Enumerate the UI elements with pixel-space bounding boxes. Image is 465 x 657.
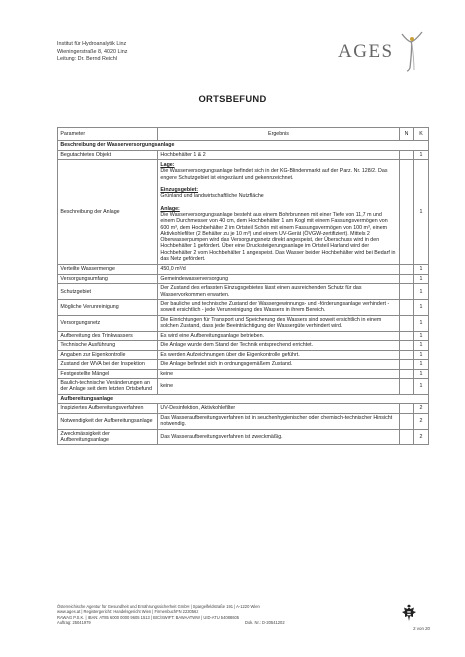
row-label: Begutachtetes Objekt bbox=[58, 150, 158, 159]
row-value: Das Wasseraufbereitungsverfahren ist zweckmäßig. bbox=[158, 429, 400, 445]
row-k: 1 bbox=[414, 331, 429, 340]
row-label: Beschreibung der Anlage bbox=[58, 160, 158, 265]
row-value: Die Anlage befindet sich in ordnungsgemäßem Zustand. bbox=[158, 360, 400, 369]
header-result: Ergebnis bbox=[158, 128, 400, 141]
row-n bbox=[400, 315, 414, 331]
row-value: 450,0 m³/d bbox=[158, 265, 400, 274]
row-value: Der bauliche und technische Zustand der Wassergewinnungs- und -förderungsanlage verhindert - soweit ersichtlich - jede Verunreinigung des Wassers in ihrem Bereich. bbox=[158, 300, 400, 316]
row-label: Zweckmässigkeit der Aufbereitungsanlage bbox=[58, 429, 158, 445]
row-value: Es werden Aufzeichnungen über die Eigenkontrolle geführt. bbox=[158, 350, 400, 359]
row-k: 1 bbox=[414, 284, 429, 300]
row-label: Angaben zur Eigenkontrolle bbox=[58, 350, 158, 359]
row-n bbox=[400, 379, 414, 395]
table-row bbox=[58, 404, 429, 413]
row-label: Aufbereitung des Trinkwassers bbox=[58, 331, 158, 340]
row-label: Mögliche Verunreinigung bbox=[58, 300, 158, 316]
row-value: Der Zustand des erfassten Einzugsgebietes lässt einen ausreichenden Schutz für das Wasservorkommen erwarten. bbox=[158, 284, 400, 300]
row-label: Schutzgebiet bbox=[58, 284, 158, 300]
row-n bbox=[400, 413, 414, 429]
row-n bbox=[400, 404, 414, 413]
row-n bbox=[400, 429, 414, 445]
row-k: 2 bbox=[414, 413, 429, 429]
row-k: 1 bbox=[414, 379, 429, 395]
row-n bbox=[400, 331, 414, 340]
table-row bbox=[58, 265, 429, 274]
row-value: keine bbox=[158, 369, 400, 378]
row-n bbox=[400, 300, 414, 316]
row-n bbox=[400, 274, 414, 283]
row-k: 1 bbox=[414, 274, 429, 283]
document-title: ORTSBEFUND bbox=[198, 93, 267, 104]
austrian-eagle-crest-icon bbox=[401, 604, 417, 624]
row-value: UV-Desinfektion, Aktivkohlefilter bbox=[158, 404, 400, 413]
row-value: Das Wasseraufbereitungsverfahren ist in seuchenhygienischer oder chemisch-technischer Hinsicht notwendig. bbox=[158, 413, 400, 429]
row-value: Es wird eine Aufbereitungsanlage betrieben. bbox=[158, 331, 400, 340]
row-n bbox=[400, 150, 414, 159]
row-label: Zustand der WVA bei der Inspektion bbox=[58, 360, 158, 369]
row-k: 1 bbox=[414, 350, 429, 359]
row-value: Gemeindewasserversorgung bbox=[158, 274, 400, 283]
findings-table bbox=[57, 127, 429, 445]
section-row bbox=[58, 394, 429, 403]
table-row bbox=[58, 360, 429, 369]
row-label: Verteilte Wassermenge bbox=[58, 265, 158, 274]
row-n bbox=[400, 284, 414, 300]
anlage-label: Anlage: bbox=[160, 205, 180, 212]
table-header-row bbox=[58, 128, 429, 141]
row-k: 1 bbox=[414, 341, 429, 350]
institute-header bbox=[57, 41, 127, 64]
row-label: Technische Ausführung bbox=[58, 341, 158, 350]
institute-head: Leitung: Dr. Bernd Reichl bbox=[57, 56, 117, 63]
row-k: 1 bbox=[414, 265, 429, 274]
ages-figure-logo-icon bbox=[399, 30, 425, 72]
table-row-anlage bbox=[58, 160, 429, 265]
einzug-label: Einzugsgebiet: bbox=[160, 187, 199, 194]
ages-logo bbox=[338, 30, 428, 72]
row-k: 1 bbox=[414, 160, 429, 265]
table-row bbox=[58, 413, 429, 429]
table-row bbox=[58, 300, 429, 316]
footer-document-number: Dok. Nr.: D-20541202 bbox=[245, 620, 285, 626]
lage-label: Lage: bbox=[160, 162, 175, 169]
row-value: Die Anlage wurde dem Stand der Technik entsprechend errichtet. bbox=[158, 341, 400, 350]
footer bbox=[57, 604, 387, 626]
institute-address: Wieningerstraße 8, 4020 Linz bbox=[57, 48, 128, 55]
header-n: N bbox=[400, 128, 414, 141]
table-row bbox=[58, 369, 429, 378]
row-label: Festgestellte Mängel bbox=[58, 369, 158, 378]
header-parameter: Parameter bbox=[58, 128, 158, 141]
row-label: Versorgungsumfang bbox=[58, 274, 158, 283]
row-label: Notwendigkeit der Aufbereitungsanlage bbox=[58, 413, 158, 429]
lage-text: Die Wasserversorgungsanlage befindet sich in der KG-Blindenmarkt auf der Parz. Nr. 128/2. Das engere Schutzgebiet ist eingezäunt und gekennzeichnet. bbox=[160, 168, 388, 181]
table-row bbox=[58, 315, 429, 331]
ages-logo-text: AGES bbox=[338, 41, 394, 62]
row-n bbox=[400, 369, 414, 378]
table-row bbox=[58, 150, 429, 159]
footer-bank: RAWAG P.S.K. | IBAN: AT85 6000 0000 9605 1513 | BIC/SWIFT: BAWAATWW | UID-ATU 54088605 bbox=[57, 614, 240, 620]
row-k: 1 bbox=[414, 360, 429, 369]
row-value: Die Einrichtungen für Transport und Speicherung des Wassers sind soweit ersichtlich in einem solchen Zustand, dass jede Beeinträchtigung der Wassergüte verhindert wird. bbox=[158, 315, 400, 331]
table-row bbox=[58, 429, 429, 445]
row-n bbox=[400, 160, 414, 265]
anlage-text: Die Wasserversorgungsanlage besteht aus einem Bohrbrunnen mit einer Tiefe von 11,7 m und einem Durchmesser von 40 cm, dem Hochbehälter 1 am Kogl mit einem Fassungsvermögen von 600 m³, dem Hochbehälter 2 im Ortsteil Schön mit einem Fassungsvermögen von 100 m³, einem Aktivkohlefilter (2 Behälter zu je 10 m³) und einem UV-Gerät (ÖVGW-zertifiziert). Mittels 2 Oberwasserpumpen wird das Versorgungsnetz direkt angespeist, der Überschuss wird in den Hochbehälter 1 gefördert. Über eine Drucksteigerungsanlage im Ortsteil Harland wird der Hochbehälter 2 vom Hochbehälter 1 angespeist. Das Wasser beider Hochbehälter wird bei Bedarf in das Netz gefördert. bbox=[160, 211, 396, 263]
footer-order: Auftrag: 25041979 bbox=[57, 620, 91, 626]
footer-register: www.ages.at | Registergericht: Handelsgericht Wien | FirmenbuchFN 223056z bbox=[57, 609, 199, 615]
section-row bbox=[58, 141, 429, 150]
row-value: keine bbox=[158, 379, 400, 395]
row-k: 1 bbox=[414, 369, 429, 378]
table-row bbox=[58, 350, 429, 359]
row-k: 2 bbox=[414, 404, 429, 413]
page-number: 2 von 20 bbox=[413, 626, 430, 631]
row-k: 1 bbox=[414, 315, 429, 331]
section-title: Aufbereitungsanlage bbox=[58, 394, 429, 403]
institute-name: Institut für Hydroanalytik Linz bbox=[57, 41, 127, 47]
row-k: 1 bbox=[414, 150, 429, 159]
row-n bbox=[400, 265, 414, 274]
section-title: Beschreibung der Wasserversorgungsanlage bbox=[58, 141, 429, 150]
row-label: Versorgungsnetz bbox=[58, 315, 158, 331]
row-n bbox=[400, 350, 414, 359]
table-row bbox=[58, 284, 429, 300]
row-k: 1 bbox=[414, 300, 429, 316]
table-row bbox=[58, 341, 429, 350]
table-row bbox=[58, 274, 429, 283]
row-k: 2 bbox=[414, 429, 429, 445]
anlage-description bbox=[158, 160, 400, 265]
row-value: Hochbehälter 1 & 2 bbox=[158, 150, 400, 159]
row-label: Baulich-technische Veränderungen an der Anlage seit dem letzten Ortsbefund bbox=[58, 379, 158, 395]
row-n bbox=[400, 360, 414, 369]
row-n bbox=[400, 341, 414, 350]
footer-company: Österreichische Agentur für Gesundheit und Ernährungssicherheit GmbH | Spargelfeldstraße 191 | A-1220 Wien bbox=[57, 604, 260, 609]
header-k: K bbox=[414, 128, 429, 141]
einzug-text: Grünland und landwirtschaftliche Nutzfläche bbox=[160, 193, 264, 200]
table-row bbox=[58, 331, 429, 340]
table-row bbox=[58, 379, 429, 395]
row-label: Inspiziertes Aufbereitungsverfahren bbox=[58, 404, 158, 413]
